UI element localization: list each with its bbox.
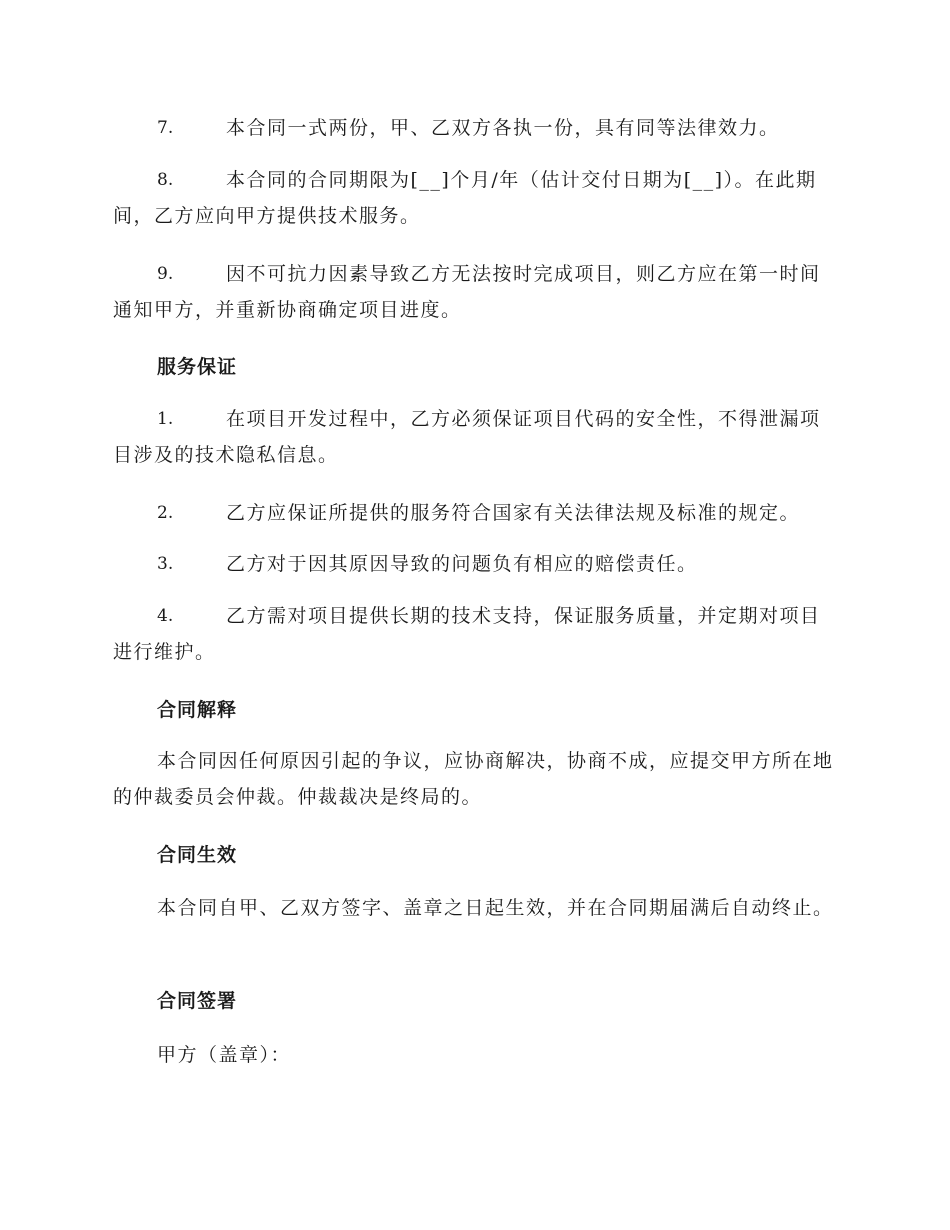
service-clause: 乙方对于因其原因导致的问题负有相应的赔偿责任。 xyxy=(226,553,698,575)
item-number: 8. xyxy=(157,170,174,190)
effective-paragraph: 本合同自甲、乙双方签字、盖章之日起生效，并在合同期届满后自动终止。 xyxy=(157,897,834,919)
item-number: 1. xyxy=(157,409,174,429)
service-clause: 在项目开发过程中，乙方必须保证项目代码的安全性，不得泄漏项目涉及的技术隐私信息。 xyxy=(113,408,821,466)
item-number: 2. xyxy=(157,503,174,523)
service-clause: 乙方应保证所提供的服务符合国家有关法律法规及标准的规定。 xyxy=(226,502,801,524)
contract-clause: 本合同的合同期限为[__]个月/年（估计交付日期为[__]）。在此期间，乙方应向甲方提供技术服务。 xyxy=(113,169,817,227)
item-number: 4. xyxy=(157,606,174,626)
section-heading-interpretation: 合同解释 xyxy=(157,699,238,721)
service-clause: 乙方需对项目提供长期的技术支持，保证服务质量，并定期对项目进行维护。 xyxy=(113,605,821,663)
party-a-seal-line: 甲方（盖章）： xyxy=(157,1044,292,1066)
section-heading-service: 服务保证 xyxy=(157,356,238,378)
section-heading-signing: 合同签署 xyxy=(157,990,238,1012)
section-heading-effective: 合同生效 xyxy=(157,844,238,866)
item-number: 7. xyxy=(157,118,174,138)
item-number: 9. xyxy=(157,264,174,284)
contract-clause: 因不可抗力因素导致乙方无法按时完成项目，则乙方应在第一时间通知甲方，并重新协商确定项目进度。 xyxy=(113,263,821,321)
contract-clause: 本合同一式两份，甲、乙双方各执一份，具有同等法律效力。 xyxy=(226,117,780,139)
item-number: 3. xyxy=(157,554,174,574)
interpretation-paragraph: 本合同因任何原因引起的争议，应协商解决，协商不成，应提交甲方所在地的仲裁委员会仲裁。仲裁裁决是终局的。 xyxy=(113,750,834,808)
